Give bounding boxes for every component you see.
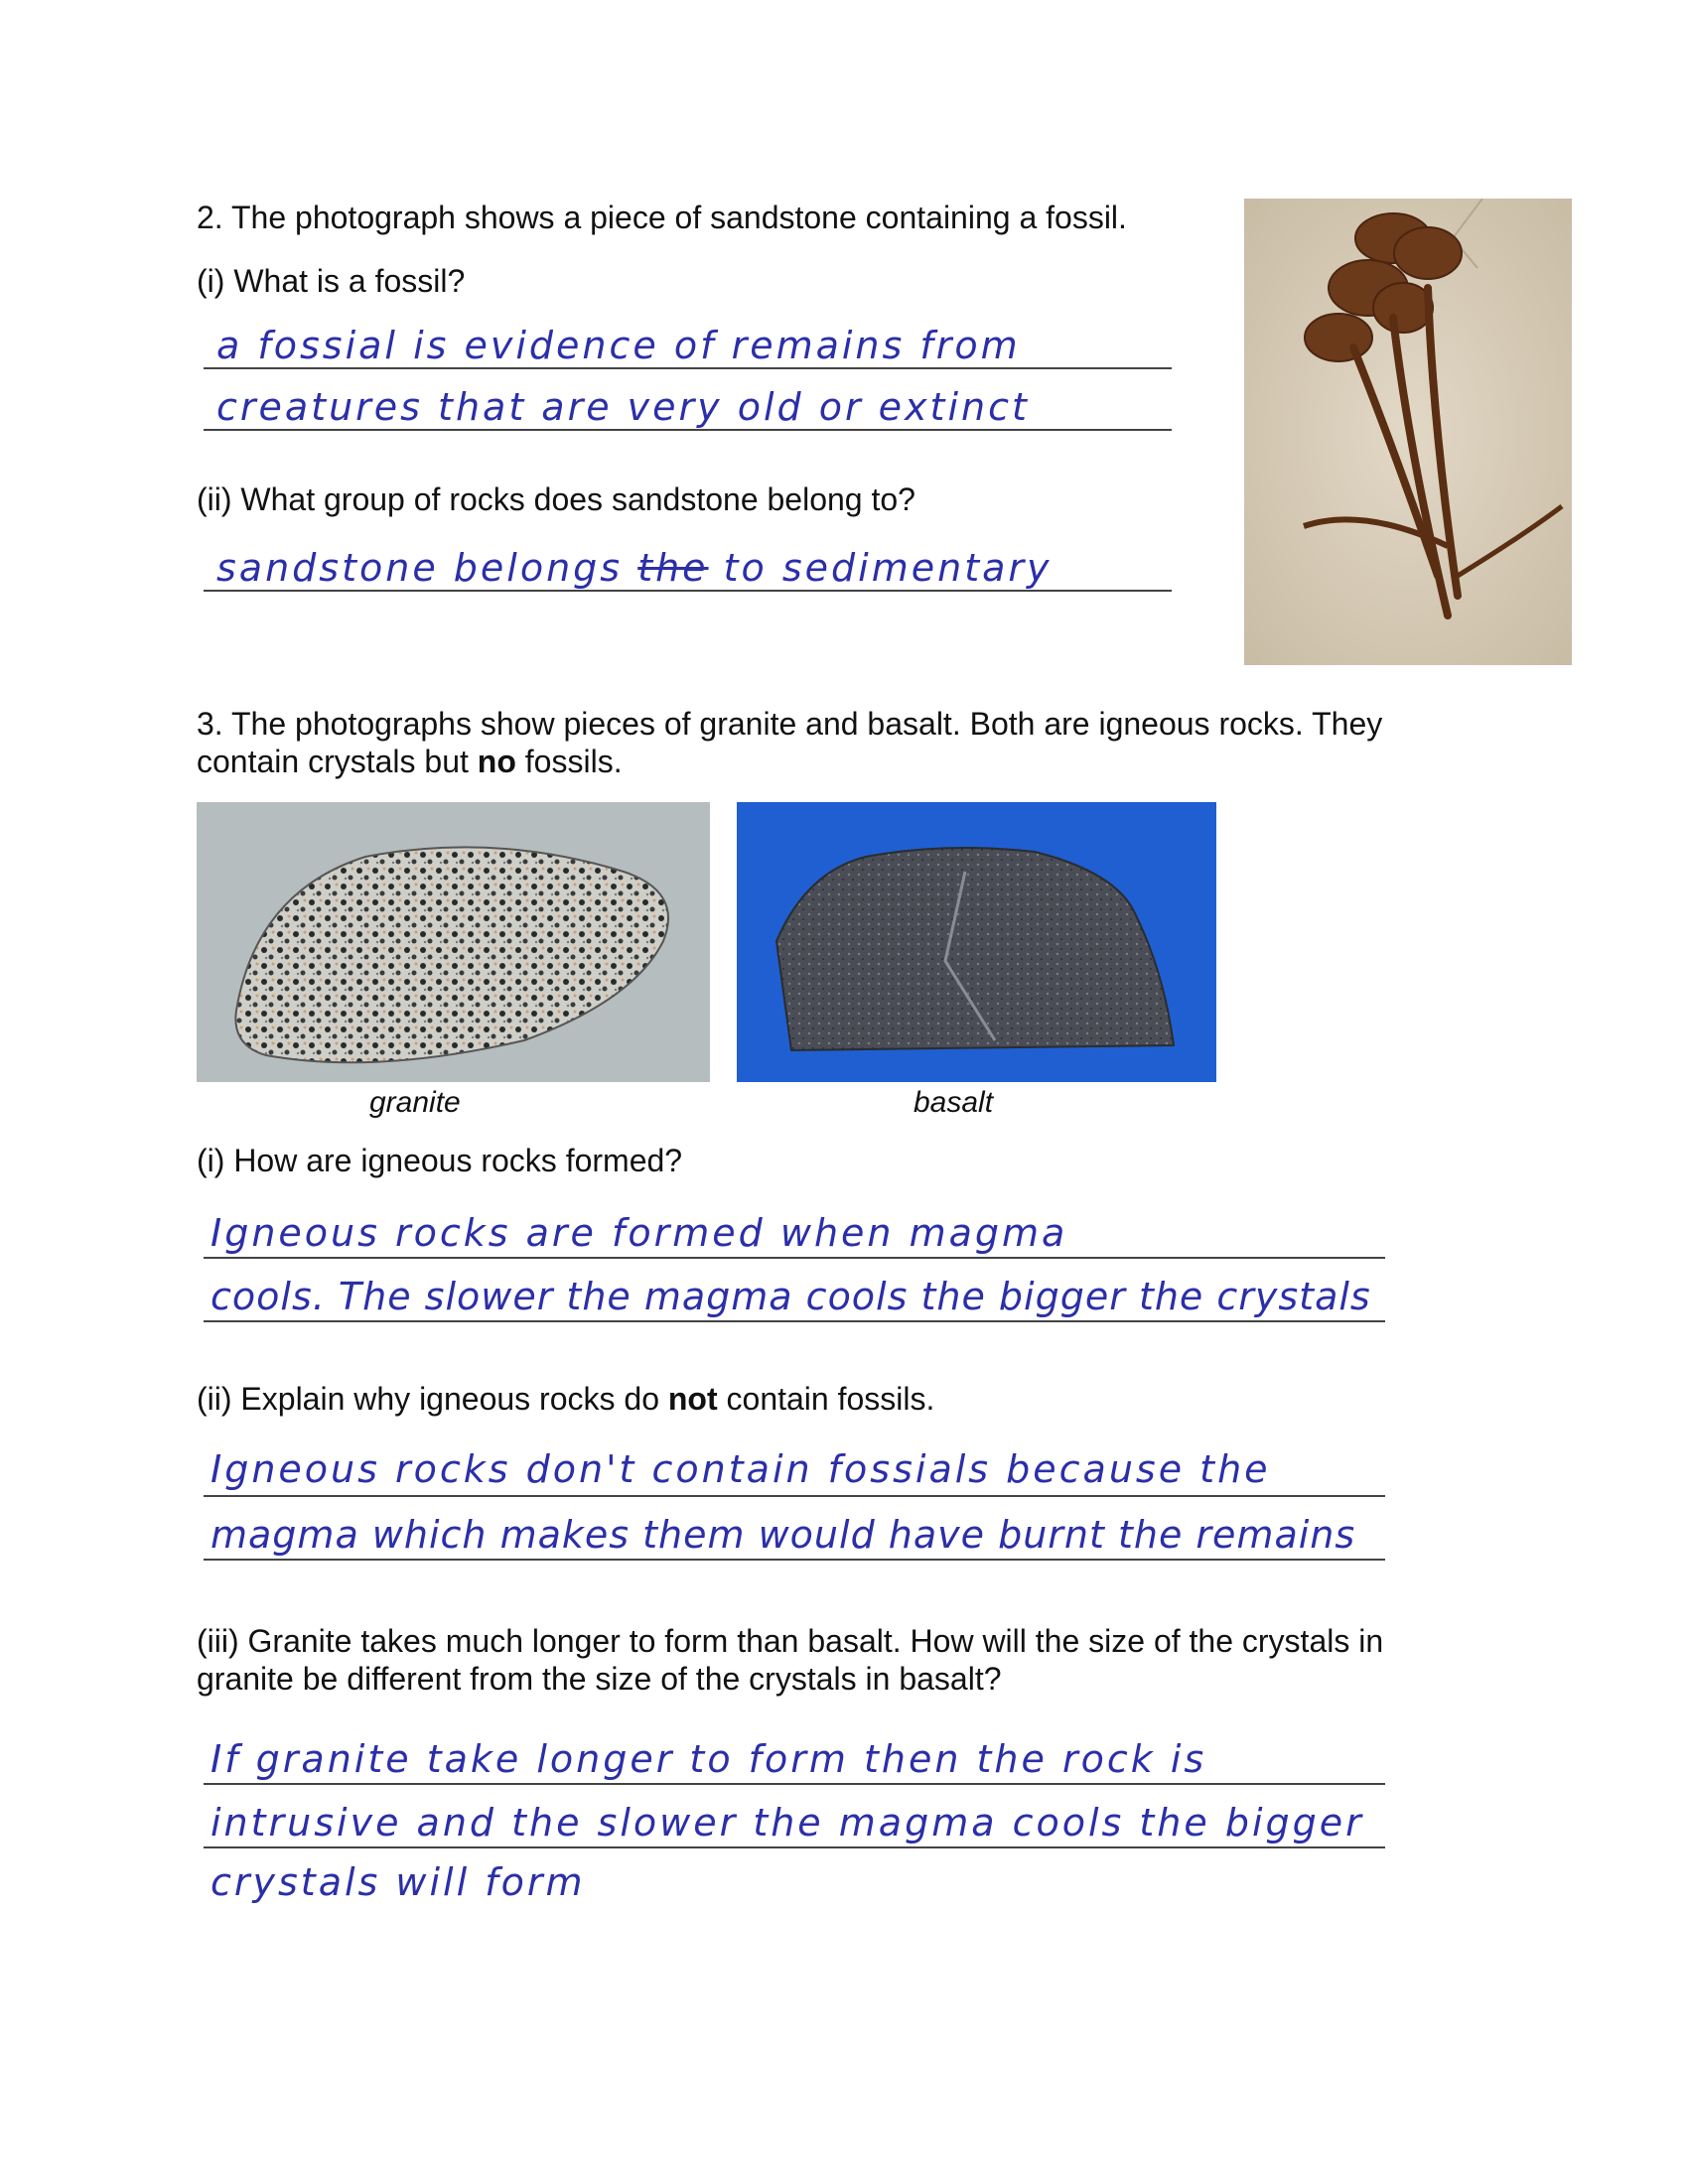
q3-answer-i-line2: cools. The slower the magma cools the bigger the crystals [211,1275,1371,1318]
q2-answer-ii [216,546,1053,590]
answer-line [204,1846,1385,1848]
q3-part-iii-question: (iii) Granite takes much longer to form than basalt. How will the size of the crystals in granite be different from the size of the crystals in basalt? [197,1623,1384,1697]
q2-answer-ii-start: sandstone belongs [216,546,624,590]
basalt-rock-image [737,802,1216,1082]
answer-line [204,1783,1385,1785]
q3-answer-iii-line2: intrusive and the slower the magma cools the bigger [211,1801,1364,1844]
q3-answer-i-line1: Igneous rocks are formed when magma [211,1211,1068,1255]
basalt-caption: basalt [914,1086,994,1119]
q2-answer-ii-end: to sedimentary [723,546,1053,590]
answer-line [204,429,1172,431]
q3-part-ii-question [197,1380,934,1418]
q3-part-ii-bold: not [667,1381,718,1417]
answer-line [204,367,1172,369]
q3-answer-ii-line1: Igneous rocks don't contain fossials because the [211,1447,1271,1491]
granite-caption: granite [369,1086,461,1119]
q2-answer-i-line1: a fossial is evidence of remains from [216,324,1021,367]
fossil-photo [1244,199,1572,665]
granite-rock-image [197,802,710,1082]
q3-answer-iii-line3: crystals will form [211,1860,586,1904]
q3-heading-bold: no [477,744,516,779]
q2-part-ii-question: (ii) What group of rocks does sandstone belong to? [197,481,915,517]
q2-heading: 2. The photograph shows a piece of sandstone containing a fossil. [197,200,1127,235]
q3-part-ii-start: (ii) Explain why igneous rocks do [197,1381,668,1417]
q3-part-i-question: (i) How are igneous rocks formed? [197,1143,683,1178]
flower-fossil-image [1244,199,1572,665]
q3-answer-ii-line2: magma which makes them would have burnt the remains [211,1513,1356,1557]
answer-line [204,1257,1385,1259]
q3-heading [197,705,1448,780]
answer-line [204,590,1172,592]
answer-line [204,1495,1385,1497]
q3-answer-iii-line1: If granite take longer to form then the rock is [211,1737,1207,1781]
answer-line [204,1320,1385,1322]
granite-photo [197,802,710,1082]
basalt-photo [737,802,1216,1082]
q3-heading-end: fossils. [515,744,623,779]
q3-part-ii-end: contain fossils. [717,1381,935,1417]
q2-answer-i-line2: creatures that are very old or extinct [216,385,1030,429]
q2-part-i-question: (i) What is a fossil? [197,263,466,299]
answer-line [204,1559,1385,1561]
q2-answer-ii-struck: the [637,546,709,590]
q3-heading-start: 3. The photographs show pieces of granite and basalt. Both are igneous rocks. They contain crystals but [197,706,1383,779]
